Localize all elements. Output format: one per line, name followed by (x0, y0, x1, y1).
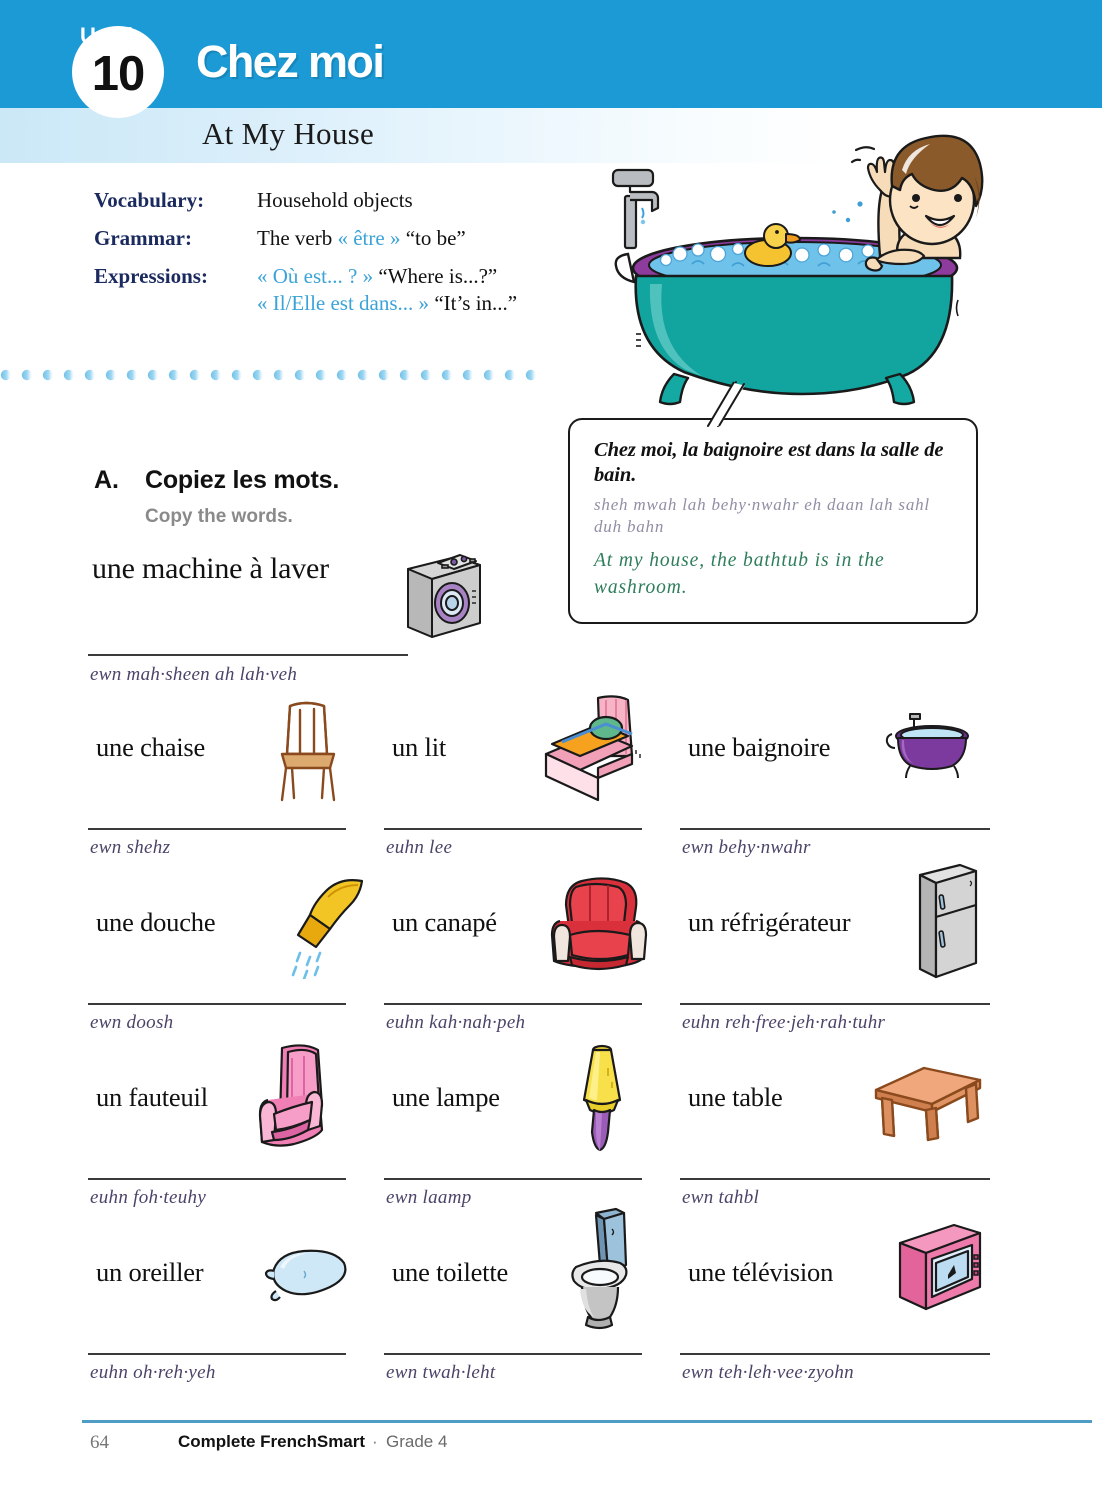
armchair-icon (246, 1040, 342, 1152)
vocabulary-row (88, 1229, 998, 1404)
writing-line[interactable] (680, 1178, 990, 1180)
vocabulary-grid (88, 704, 998, 1404)
word-french: un lit (392, 732, 447, 762)
bubble-french-sentence: Chez moi, la baignoire est dans la salle de bain. (594, 439, 944, 486)
word-french: une toilette (392, 1257, 509, 1287)
info-key-grammar: Grammar: (94, 226, 192, 250)
table-icon (870, 1060, 986, 1150)
word-pronunciation: euhn foh·teuhy (90, 1187, 207, 1208)
vocabulary-row (88, 704, 998, 879)
vocabulary-row (88, 879, 998, 1054)
expression-french-1: « Où est... ? » (257, 264, 374, 288)
section-a-title-french: Copiez les mots. (145, 466, 340, 494)
lesson-info-block (94, 188, 614, 329)
vocabulary-cell-table (680, 1054, 980, 1229)
page-title-english: At My House (202, 116, 375, 151)
expression-line-2 (257, 291, 517, 316)
word-pronunciation: euhn oh·reh·yeh (90, 1362, 216, 1383)
bed-icon (536, 692, 656, 804)
toilet-icon (560, 1207, 640, 1333)
featured-word-french: une machine à laver (92, 552, 329, 585)
vocabulary-cell-canape (384, 879, 684, 1054)
writing-line[interactable] (384, 1003, 642, 1005)
word-pronunciation: euhn reh·free·jeh·rah·tuhr (682, 1012, 886, 1033)
page-number: 64 (90, 1432, 109, 1453)
info-row-vocabulary (94, 188, 614, 213)
vocabulary-cell-baignoire (680, 704, 980, 879)
grammar-french-term: « être » (337, 226, 401, 250)
speech-bubble (568, 418, 978, 624)
info-key-expressions: Expressions: (94, 264, 208, 288)
pillow-icon (264, 1243, 350, 1305)
chair-icon (268, 696, 348, 806)
word-pronunciation: ewn shehz (90, 837, 171, 858)
word-pronunciation: ewn laamp (386, 1187, 472, 1208)
vocabulary-cell-fauteuil (88, 1054, 388, 1229)
writing-line[interactable] (384, 828, 642, 830)
info-row-expressions (94, 264, 614, 316)
page-title-french: Chez moi (196, 36, 384, 87)
vocabulary-cell-television (680, 1229, 980, 1404)
writing-line[interactable] (680, 1003, 990, 1005)
writing-line[interactable] (88, 654, 408, 656)
word-french: un oreiller (96, 1257, 204, 1287)
word-french: une baignoire (688, 732, 831, 762)
shower-icon (266, 871, 366, 979)
word-pronunciation: ewn doosh (90, 1012, 174, 1033)
bubble-pronunciation: sheh mwah lah behy·nwahr eh daan lah sahl duh bahn (594, 495, 930, 537)
vocabulary-cell-refrigerateur (680, 879, 980, 1054)
grammar-text-pre: The verb (257, 226, 338, 250)
expression-line-1 (257, 264, 517, 289)
writing-line[interactable] (88, 1353, 346, 1355)
section-a-title-english: Copy the words. (145, 506, 293, 527)
word-pronunciation: ewn behy·nwahr (682, 837, 811, 858)
word-pronunciation: ewn teh·leh·vee·zyohn (682, 1362, 854, 1383)
bubble-english-translation: At my house, the bathtub is in the washroom. (594, 550, 885, 598)
section-a-letter: A. (94, 466, 119, 494)
writing-line[interactable] (88, 1178, 346, 1180)
refrigerator-icon (906, 861, 986, 983)
sofa-icon (546, 875, 654, 979)
writing-line[interactable] (88, 1003, 346, 1005)
vocabulary-cell-lampe (384, 1054, 684, 1229)
vocabulary-cell-lit (384, 704, 684, 879)
info-value-grammar (257, 226, 466, 251)
expression-english-1: “Where is...?” (373, 264, 498, 288)
footer-grade: Grade 4 (386, 1432, 448, 1451)
writing-line[interactable] (680, 1353, 990, 1355)
lamp-icon (568, 1038, 634, 1156)
unit-label: Unité (80, 23, 134, 48)
header-blue-band (0, 0, 1102, 108)
unit-number: 10 (91, 46, 145, 101)
vocabulary-cell-chaise (88, 704, 388, 879)
word-french: un canapé (392, 907, 497, 937)
word-pronunciation: ewn tahbl (682, 1187, 760, 1208)
word-french: une chaise (96, 732, 206, 762)
vocabulary-cell-douche (88, 879, 388, 1054)
writing-line[interactable] (384, 1353, 642, 1355)
boy-in-bathtub-illustration (580, 108, 1010, 413)
info-row-grammar (94, 226, 614, 251)
speech-bubble-tail (700, 380, 770, 428)
info-value-expressions (257, 264, 517, 316)
writing-line[interactable] (88, 828, 346, 830)
info-key-vocabulary: Vocabulary: (94, 188, 205, 212)
word-french: un fauteuil (96, 1082, 208, 1112)
word-french: une lampe (392, 1082, 500, 1112)
vocabulary-cell-oreiller (88, 1229, 388, 1404)
word-pronunciation: ewn twah·leht (386, 1362, 496, 1383)
info-value-vocabulary: Household objects (257, 188, 413, 212)
writing-line[interactable] (680, 828, 990, 830)
footer-book-title: Complete FrenchSmart (178, 1432, 366, 1451)
grammar-text-post: “to be” (400, 226, 466, 250)
word-french: un réfrigérateur (688, 907, 851, 937)
television-icon (888, 1217, 988, 1321)
washing-machine-icon (398, 549, 488, 644)
vocabulary-row (88, 1054, 998, 1229)
vocabulary-cell-toilette (384, 1229, 684, 1404)
word-french: une télévision (688, 1257, 834, 1287)
word-french: une douche (96, 907, 216, 937)
word-pronunciation: euhn kah·nah·peh (386, 1012, 526, 1033)
footer-rule (82, 1420, 1092, 1423)
dotted-divider (0, 368, 546, 382)
writing-line[interactable] (384, 1178, 642, 1180)
word-french: une table (688, 1082, 783, 1112)
expression-english-2: “It’s in...” (429, 291, 518, 315)
word-pronunciation: euhn lee (386, 837, 453, 858)
featured-pronunciation: ewn mah·sheen ah lah·veh (90, 664, 298, 685)
bathtub-icon (884, 710, 980, 782)
expression-french-2: « Il/Elle est dans... » (257, 291, 430, 315)
footer-separator: · (372, 1432, 378, 1451)
